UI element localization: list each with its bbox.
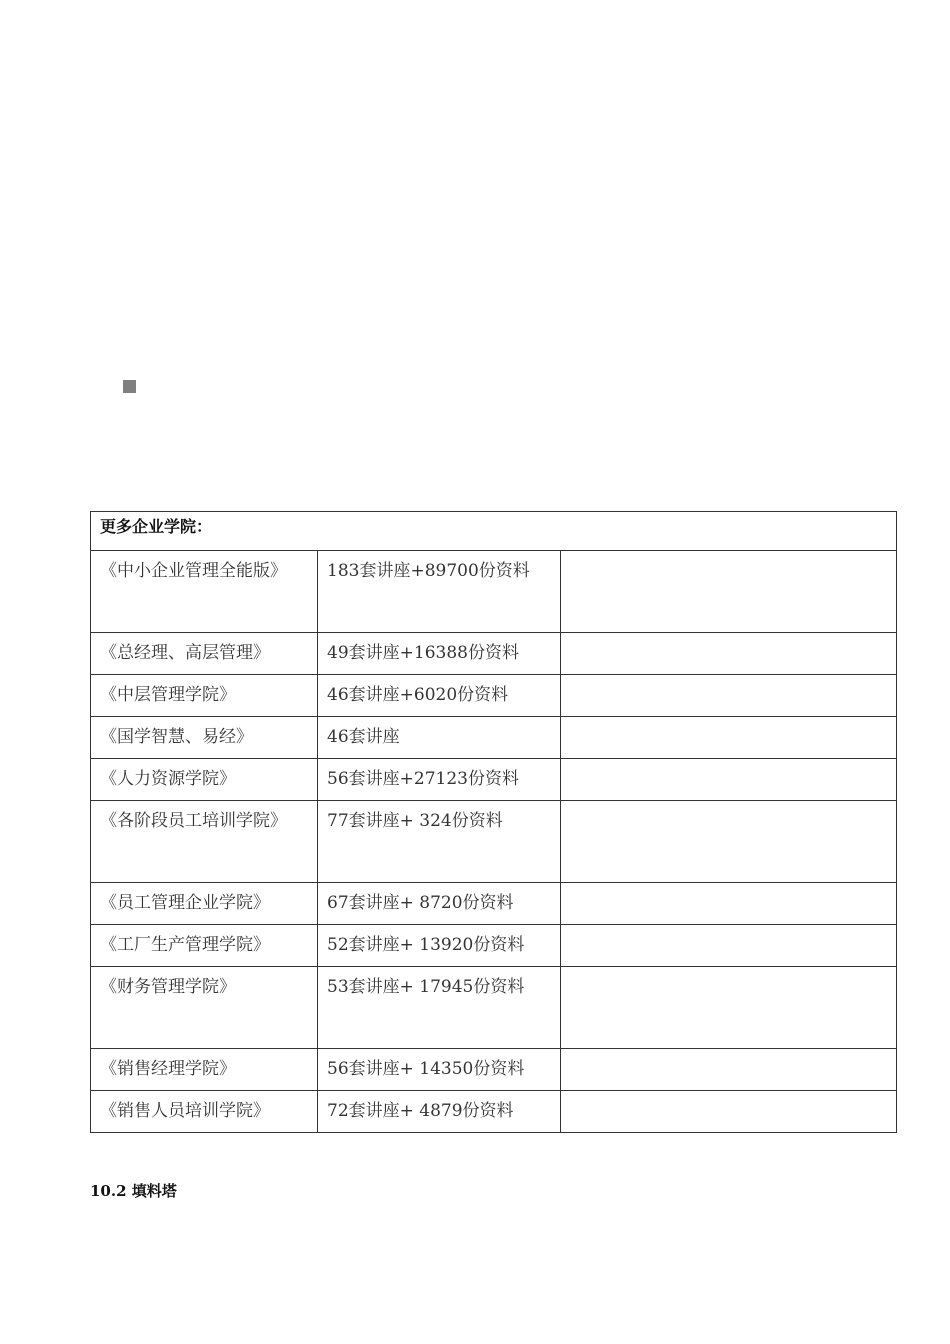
table-header-row [91,512,897,551]
academy-detail: 49套讲座+16388份资料 [318,633,561,675]
academy-note [561,675,897,717]
academy-note [561,1091,897,1133]
academy-name: 《员工管理企业学院》 [91,883,318,925]
academy-note [561,1049,897,1091]
table-header: 更多企业学院： [91,512,897,551]
academy-name: 《销售经理学院》 [91,1049,318,1091]
academy-name: 《中层管理学院》 [91,675,318,717]
table-row [91,801,897,883]
table-row [91,551,897,633]
table-row [91,717,897,759]
academy-name: 《销售人员培训学院》 [91,1091,318,1133]
academy-detail: 67套讲座+ 8720份资料 [318,883,561,925]
table-row [91,633,897,675]
academy-note [561,551,897,633]
table-row [91,967,897,1049]
academy-note [561,717,897,759]
academy-name: 《人力资源学院》 [91,759,318,801]
academy-name: 《各阶段员工培训学院》 [91,801,318,883]
table-row [91,925,897,967]
table-row [91,1049,897,1091]
academy-detail: 46套讲座 [318,717,561,759]
academy-detail: 56套讲座+27123份资料 [318,759,561,801]
academy-name: 《总经理、高层管理》 [91,633,318,675]
academy-note [561,633,897,675]
table-row [91,1091,897,1133]
academy-detail: 77套讲座+ 324份资料 [318,801,561,883]
table-row [91,759,897,801]
academy-name: 《工厂生产管理学院》 [91,925,318,967]
academy-note [561,967,897,1049]
academy-table [90,511,897,1133]
academy-note [561,925,897,967]
academy-note [561,759,897,801]
table-row [91,883,897,925]
academy-detail: 56套讲座+ 14350份资料 [318,1049,561,1091]
table-row [91,675,897,717]
section-heading: 10.2 填料塔 [90,1182,177,1200]
academy-name: 《国学智慧、易经》 [91,717,318,759]
academy-table-container [90,511,896,1133]
academy-detail: 53套讲座+ 17945份资料 [318,967,561,1049]
academy-note [561,801,897,883]
square-bullet-icon [123,380,136,393]
academy-detail: 72套讲座+ 4879份资料 [318,1091,561,1133]
academy-detail: 52套讲座+ 13920份资料 [318,925,561,967]
academy-name: 《财务管理学院》 [91,967,318,1049]
academy-detail: 183套讲座+89700份资料 [318,551,561,633]
academy-name: 《中小企业管理全能版》 [91,551,318,633]
academy-note [561,883,897,925]
academy-detail: 46套讲座+6020份资料 [318,675,561,717]
